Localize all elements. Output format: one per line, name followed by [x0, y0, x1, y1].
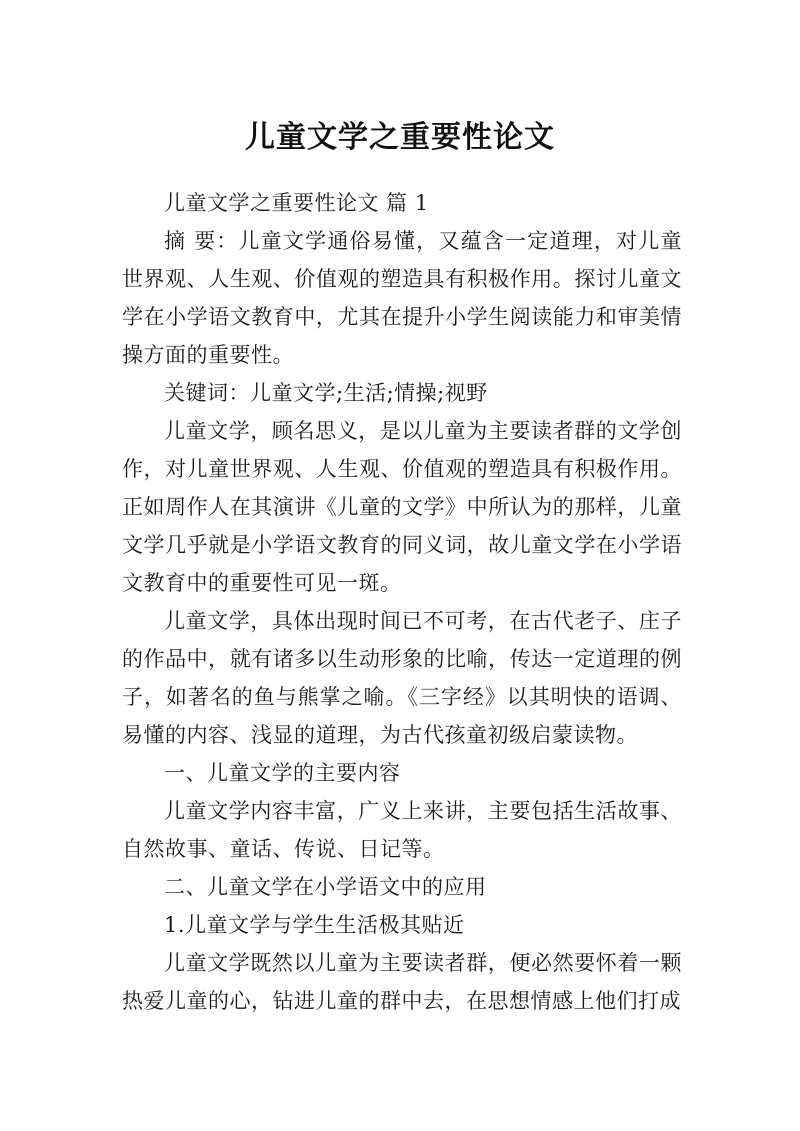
- keywords-line: 关键词：儿童文学;生活;情操;视野: [164, 381, 488, 405]
- section-heading: 儿童文学之重要性论文 篇 1: [164, 191, 429, 215]
- body-paragraph: 儿童文学既然以儿童为主要读者群，便必然要怀着一颗热爱儿童的心，钻进儿童的群中去，在思想情感上他们打成: [122, 951, 682, 1013]
- body-paragraph: 儿童文学内容丰富，广义上来讲，主要包括生活故事、自然故事、童话、传说、日记等。: [122, 799, 682, 861]
- body-paragraph: 儿童文学，具体出现时间已不可考，在古代老子、庄子的作品中，就有诸多以生动形象的比喻，传达一定道理的例子，如著名的鱼与熊掌之喻。《三字经》以其明快的语调、易懂的内容、浅显的道理，为古代孩童初级启蒙读物。: [122, 609, 682, 747]
- document-body: [122, 184, 682, 1020]
- subheading: 1.儿童文学与学生生活极其贴近: [164, 913, 465, 937]
- body-paragraph: 儿童文学，顾名思义，是以儿童为主要读者群的文学创作，对儿童世界观、人生观、价值观的塑造具有积极作用。正如周作人在其演讲《儿童的文学》中所认为的那样，儿童文学几乎就是小学语文教育的同义词，故儿童文学在小学语文教育中的重要性可见一斑。: [122, 419, 682, 595]
- subheading: 一、儿童文学的主要内容: [164, 761, 401, 785]
- abstract-paragraph: 摘 要：儿童文学通俗易懂，又蕴含一定道理，对儿童世界观、人生观、价值观的塑造具有积极作用。探讨儿童文学在小学语文教育中，尤其在提升小学生阅读能力和审美情操方面的重要性。: [122, 229, 682, 367]
- subheading: 二、儿童文学在小学语文中的应用: [164, 875, 487, 899]
- document-title: 儿童文学之重要性论文: [245, 120, 555, 156]
